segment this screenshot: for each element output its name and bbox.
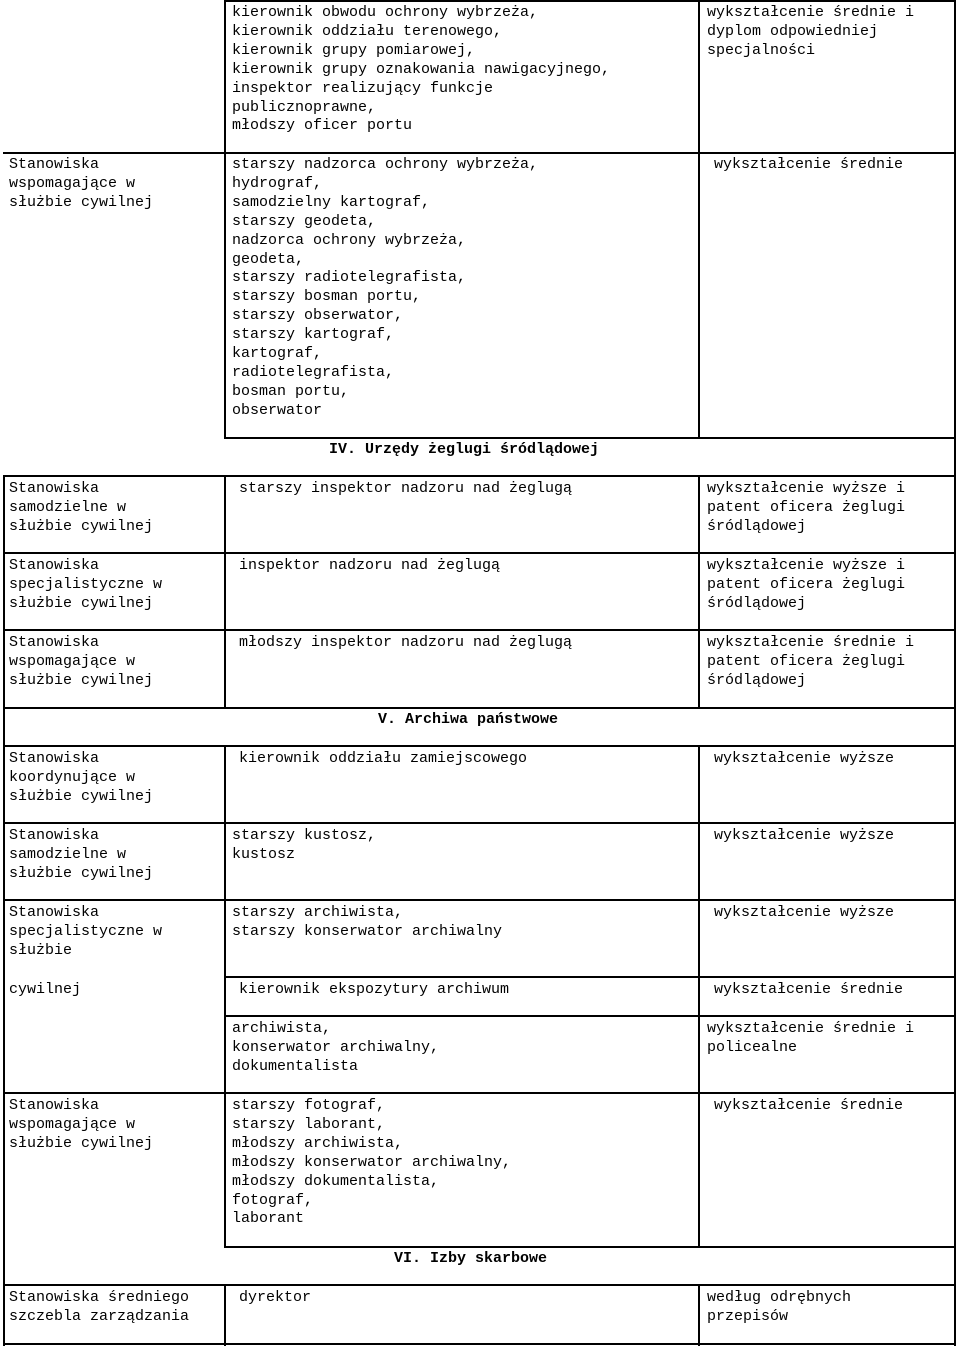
col-divider-2 [698,1285,700,1346]
row-divider [3,745,956,747]
row-divider [3,475,956,477]
row-divider [3,1092,956,1094]
position-group: Stanowiska specjalistyczne w służbie [9,904,163,959]
col-divider-1 [224,0,226,438]
row-divider [3,629,956,631]
position-list: starszy fotograf, starszy laborant, młodszy archiwista, młodszy konserwator archiwalny, młodszy dokumentalista, fotograf, laborant [232,1097,512,1228]
row-divider [3,707,956,709]
position-list: kierownik obwodu ochrony wybrzeża, kierownik oddziału terenowego, kierownik grupy pomiarowej, kierownik grupy oznakowania nawigacyjnego, inspektor realizujący funkcje publicznoprawne, młodszy oficer portu [232,4,611,135]
position-list: kierownik oddziału zamiejscowego [239,750,528,767]
row-divider [224,976,956,978]
col-divider-1 [224,476,226,708]
row-divider [3,1284,956,1286]
table-right-border [954,0,956,1346]
table-left-border [3,476,5,1346]
position-group: Stanowiska wspomagające w służbie cywilnej [9,634,154,689]
position-group: Stanowiska samodzielne w służbie cywilnej [9,827,154,882]
position-list: dyrektor [239,1289,312,1306]
top-border [224,0,956,2]
section-heading: IV. Urzędy żeglugi śródlądowej [329,441,600,458]
row-divider [224,1015,956,1017]
positions-table [3,0,957,1346]
position-group: Stanowiska wspomagające w służbie cywilnej [9,1097,154,1152]
requirement-text: wykształcenie wyższe [714,750,895,767]
bottom-border [3,1343,956,1345]
requirement-text: wykształcenie średnie [714,981,904,998]
col-divider-1 [224,746,226,1246]
position-list: młodszy inspektor nadzoru nad żeglugą [239,634,573,651]
section-heading: VI. Izby skarbowe [394,1250,548,1267]
position-group: cywilnej [9,981,82,998]
position-group: Stanowiska specjalistyczne w służbie cywilnej [9,557,163,612]
requirement-text: według odrębnych przepisów [707,1289,852,1325]
requirement-text: wykształcenie średnie i patent oficera żeglugi śródlądowej [707,634,915,689]
position-group: Stanowiska koordynujące w służbie cywilnej [9,750,154,805]
position-group: Stanowiska wspomagające w służbie cywilnej [9,156,154,211]
position-list: inspektor nadzoru nad żeglugą [239,557,501,574]
requirement-text: wykształcenie wyższe [714,904,895,921]
requirement-text: wykształcenie wyższe i patent oficera żeglugi śródlądowej [707,480,906,535]
col-divider-2 [698,0,700,438]
position-group: Stanowiska samodzielne w służbie cywilnej [9,480,154,535]
row-divider [3,822,956,824]
row-divider [3,152,956,154]
position-list: kierownik ekspozytury archiwum [239,981,510,998]
row-divider [3,899,956,901]
row-divider [3,552,956,554]
row-divider [224,437,956,439]
position-list: starszy archiwista, starszy konserwator archiwalny [232,904,503,940]
col-divider-2 [698,476,700,708]
requirement-text: wykształcenie średnie [714,156,904,173]
position-list: starszy nadzorca ochrony wybrzeża, hydrograf, samodzielny kartograf, starszy geodeta, nadzorca ochrony wybrzeża, geodeta, starszy radiotelegrafista, starszy bosman portu, starszy obserwator, starszy kartograf, kartograf, radiotelegrafista, bosman portu, obserwator [232,156,539,419]
position-list: archiwista, konserwator archiwalny, dokumentalista [232,1020,440,1075]
position-group: Stanowiska średniego szczebla zarządzania [9,1289,190,1325]
requirement-text: wykształcenie średnie i dyplom odpowiedniej specjalności [707,4,915,59]
section-heading: V. Archiwa państwowe [378,711,559,728]
col-divider-2 [698,746,700,1246]
requirement-text: wykształcenie wyższe [714,827,895,844]
row-divider [224,1246,956,1248]
position-list: starszy kustosz, kustosz [232,827,377,863]
requirement-text: wykształcenie wyższe i patent oficera żeglugi śródlądowej [707,557,906,612]
requirement-text: wykształcenie średnie i policealne [707,1020,915,1056]
requirement-text: wykształcenie średnie [714,1097,904,1114]
col-divider-1 [224,1285,226,1346]
position-list: starszy inspektor nadzoru nad żeglugą [239,480,573,497]
